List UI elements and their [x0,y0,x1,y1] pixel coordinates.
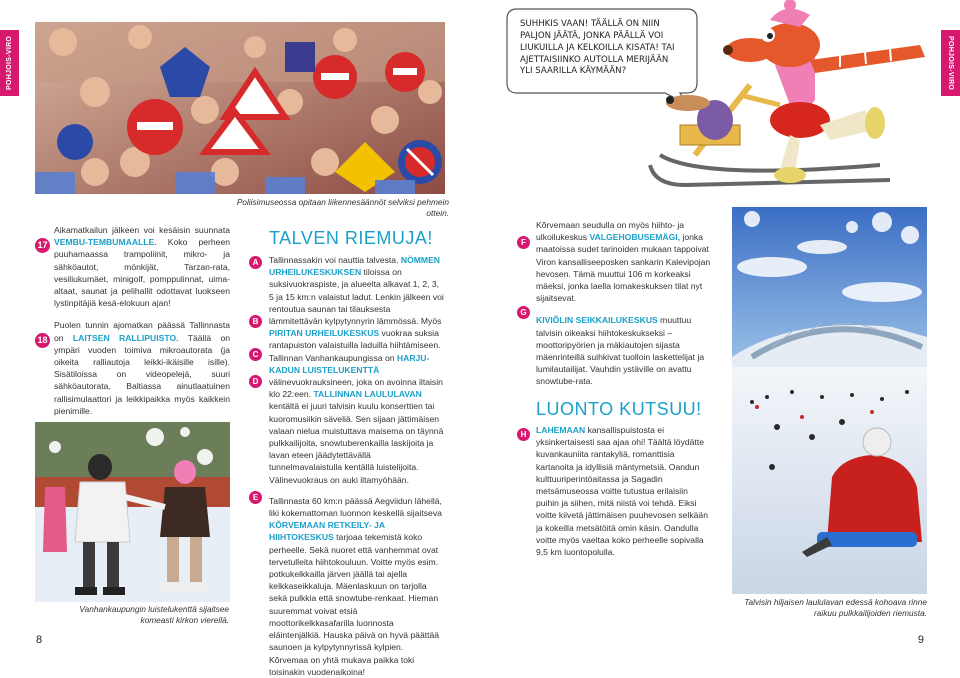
kivioli-name: KIVIÕLIN SEIKKAILUKESKUS [536,315,658,326]
marker-e: E [249,491,262,504]
marker-h: H [517,428,530,441]
page-number-right: 9 [917,634,924,647]
skaters-caption: Vanhankaupungin luistelukenttä sijaitsee komeasti kirkon vierellä. [79,604,229,625]
sledding-caption: Talvisin hiljaisen laululavan edessä kohoava rinne raikuu pulkkailijoiden riemusta. [744,597,927,618]
speech-bubble-text: SUHHKIS VAAN! TÄÄLLÄ ON NIIN PALJON JÄÄTÄ, JONKA PÄÄLLÄ VOI LIUKUILLA JA KELKOILLA KISATA! TAI AJETTAISIINKO AUTOLLA MERIJÄÄN YLI SAARILLA KÄYMÄÄN? [520,19,675,77]
right-text-column [536,219,712,398]
skaters-photo [35,422,230,602]
marker-d: D [249,375,262,388]
left-column [54,224,230,427]
paragraph-a: Tallinnassakin voi nauttia talvesta. NÖMMEN URHEILUKESKUKSEN tiloissa on suksivuokraspiste, ja alueelta alkavat 1, 2, 3, 5 ja 15 km:n valaistut ladut. Lenkin jälkeen voi rentoutua saunan tai tilauksesta lämmitettävän kylpytynnyrin lämmössä. Myös PIRITAN URHEILUKESKUS vuokraa suksia rantapuiston valaistuilla laduilla hiihtämiseen. Tallinnan Vanhankaupungissa on HARJU-KADUN LUISTELUKENTTÄ välinevuokrauksineen, joka on avoinna iltaisin klo 22:een. TALLINNAN LAULULAVAN kentältä ei juuri talvisin kuulu konserttien tai kuoromusiikin säveliä. Sen sijaan jättimäisen valaan nielua muistuttava maisema on täynnä pulkkailijoita, snowtuberenkailla laskijoita ja lavan eteen jäädytettävällä tunnelmavalaistulla kentällä luistelijoita. Välinevuokraus on auki iltamyöhään. [269,255,444,485]
section-tab-right: POHJOIS-VIRO [941,30,960,96]
middle-column [269,254,444,678]
marker-c: C [249,348,262,361]
luonto-kutsuu-heading: LUONTO KUTSUU! [536,399,702,419]
paragraph-g: KIVIÕLIN SEIKKAILUKESKUS muuttuu talvisin oikeaksi hiihtokeskukseksi – moottoripyörien ja mäkiautojen sijasta mäenrinteillä suihkivat tuolloin laskettelijat ja lumilautailijat. Vauhdin ystäville on avattu snowtube-rata. [536,315,705,387]
marker-f: F [517,236,530,249]
page-number-left: 8 [36,634,43,647]
section-tab-left: POHJOIS-VIRO [0,30,19,96]
marker-a: A [249,256,262,269]
mascot-illustration [640,5,930,195]
police-museum-caption: Poliisimuseossa opitaan liikennesäännöt selviksi pehmein ottein. [236,197,449,218]
sledding-photo [732,207,927,594]
laululava-name: TALLINNAN LAULULAVAN [313,389,422,400]
pirita-name: PIRITAN URHEILUKESKUS [269,328,380,339]
police-museum-photo [35,22,445,194]
item-number-17: 17 [35,238,50,253]
valgehobusemagi-name: VALGEHOBUSEMÄGI, [589,232,681,243]
nomme-name: NÖMMEN URHEILUKESKUKSEN [269,255,441,278]
harju-name: HARJU-KADUN LUISTELUKENTTÄ [269,352,430,375]
korvemaa-name: KÕRVEMAAN RETKEILY- JA HIIHTOKESKUS [269,520,385,543]
talven-riemuja-heading: TALVEN RIEMUJA! [269,228,433,248]
item-number-18: 18 [35,333,50,348]
item-18-paragraph: Puolen tunnin ajomatkan päässä Tallinnasta on LAITSEN RALLIPUISTO. Täällä on ympäri vuoden toimiva mikroautorata (ja oikeita ralliautoja leikki-ikäisille isille). Sisätiloissa on videopelejä, suuri sähköautorata, Baltiassa ainutlaatuinen rallisimulaattori ja leikkipaikka myös kaikkein pienimille. [54,320,231,416]
vembu-tembumaa-name: VEMBU-TEMBUMAALLE. [54,237,157,248]
laitse-rallipuisto-name: LAITSEN RALLIPUISTO. [72,332,179,343]
item-17-paragraph: Aikamatkailun jälkeen voi kesäisin suunnata VEMBU-TEMBUMAALLE. Koko perheen puuhamaassa trampoliinit, mikro- ja sähköautot, mönkijät, Tarzan-rata, vesiliukumäet, minigolf, pomppulinnat, uima-altaat, saunat ja pelihallit odottavat luokseen lystinpitäjiä kesä-elokuun ajan! [54,225,231,309]
marker-b: B [249,315,262,328]
paragraph-e: Tallinnasta 60 km:n päässä Aegviidun lähellä, liki kokemattoman luonnon keskellä sijaitseva KÕRVEMAAN RETKEILY- JA HIIHTOKESKUS tarjoaa tekemistä koko perheelle. Sekä nuoret että vanhemmat ovat tervetulleita hiihtokouluun. Voitte myös esim. potkukelkkailla järven jäällä tai ajella kelkkaseikkaluja. Mäenlaskuun on tarjolla sekä pulkkia että snowtube-renkaat. Hieman suuremmat voivat etsiä moottorikelkkasafarilla luonnosta eläintenjälkiä. Hauska päivä on hyvä päättää saunoen ja kylpytynnyrissä kylpien. Kõrvemaa on yhtä mukava paikka toki toisinakin vuodenaikoina! [269,495,442,677]
marker-g: G [517,306,530,319]
paragraph-f: Kõrvemaan seudulla on myös hiihto- ja ulkoilukeskus VALGEHOBUSEMÄGI, jonka maatoissa sudet tarinoiden mukaan tappoivat Viron kansalliseeposken sankarin Kalevipojan hevosen. Tämä muuttui 106 m korkeaksi mäeksi, jonka laella lomakeskuksen tilat nyt sijaitsevat. [536,220,711,304]
lahemaa-name: LAHEMAAN [536,425,586,435]
nature-paragraph: LAHEMAAN kansallispuistosta ei yksinkertaisesti saa ajaa ohi! Täältä löydätte kuvankauniita rantakyliä, romanttisia kartanoita ja idyllisiä mäntymetsiä. Oandun kulttuuriperintöaitassa ja Sagadin metsämuseossa voitte tutustua erilaisiin puihin ja siihen, mitä niistä voi tehdä. Eiksi voitte kiivetä jättimäisen puuhevosen selkään ja kokeilla metsätöitä omin käsin. Oandulla voitte myös vaeltaa koko perheelle sopivalla 9,5 km luontopolulla. [536,425,708,558]
